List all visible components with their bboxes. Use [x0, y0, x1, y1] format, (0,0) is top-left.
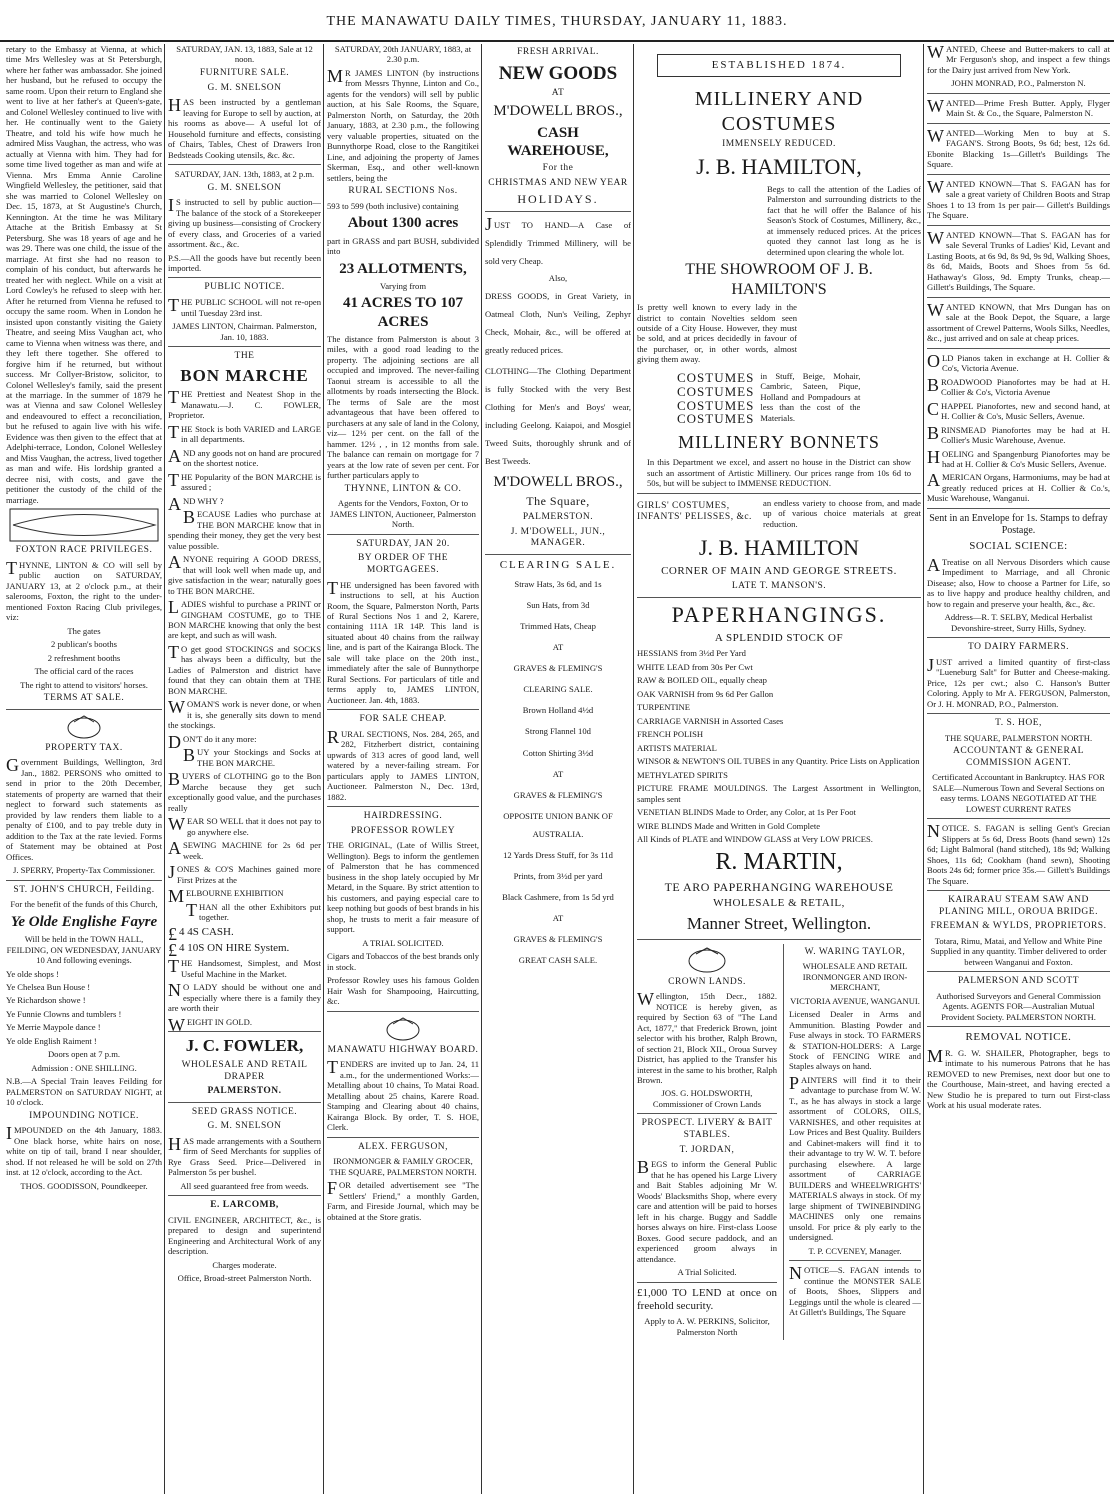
to-lend-apply: Apply to A. W. PERKINS, Solicitor, Palmerston North — [644, 1316, 770, 1337]
column-rule — [923, 44, 924, 1494]
newspaper-title: THE MANAWATU DAILY TIMES, THURSDAY, JANUARY 11, 1883. — [326, 14, 788, 29]
public-notice-heading: PUBLIC NOTICE. — [204, 282, 285, 293]
furniture-heading: FURNITURE SALE. — [199, 67, 290, 78]
wanted-item: WANTED—Working Men to buy at S. FAGAN'S. Strong Boots, 9s 6d; best, 12s 6d. Ebonite Blacking 1s—Gillett's Buildings The Square. — [927, 125, 1110, 170]
showroom-heading: THE SHOWROOM OF J. B. HAMILTON'S — [685, 260, 873, 298]
acres-range: 41 ACRES TO 107 ACRES — [343, 295, 463, 330]
millinery-bonnets: MILLINERY BONNETS — [678, 432, 880, 453]
rowley-body: THE ORIGINAL, (Late of Willis Street, Wellington). Begs to inform the gentlemen of Palmerston that he has commenced business in the shop lately occupied by Mr Metard, in the Square. By strict attention to his customers, and paying especial care to keep nothing but goods of best brands in his shop, he trusts to merit a fair measure of support. — [327, 840, 479, 935]
rural-body: 593 to 599 (both inclusive) containing — [327, 200, 459, 211]
xmas-heading: CHRISTMAS AND NEW YEAR — [488, 177, 628, 188]
dress-goods: DRESS GOODS, in Great Variety, in Oatmeal Cloth, Nun's Veiling, Zephyr Check, Mohair, &c., will be offered at greatly reduced prices. — [485, 290, 631, 355]
allotments-heading: 23 ALLOTMENTS, — [339, 260, 467, 277]
selby-address: Address—R. T. SELBY, Medical Herbalist Devonshire-street, Surry Hills, Sydney. — [944, 612, 1093, 633]
royal-crest-icon — [383, 1016, 423, 1042]
ferguson-body: FOR detailed advertisement see "The Settlers' Friend," a monthly Garden, Farm, and Fireside Journal, which may be obtained at the Store gratis. — [327, 1178, 479, 1222]
crown-lands-heading: CROWN LANDS. — [668, 976, 746, 987]
race-item: The official card of the races — [34, 666, 134, 677]
to-lend: £1,000 TO LEND at once on freehold security. — [637, 1286, 777, 1312]
costumes-body: in Stuff, Beige, Mohair, Cambric, Sateen, Pique, Holland and Pompadours at less than the cost of the Materials. — [760, 370, 861, 423]
seed-body: HAS made arrangements with a Southern firm of Seed Merchants for supplies of Rye Grass Seed. Price—Delivered in Palmerston 5s per bushel. — [168, 1133, 321, 1178]
te-aro-warehouse: TE ARO PAPERHANGING WAREHOUSE — [664, 879, 894, 894]
hoe-name: T. S. HOE, — [995, 718, 1042, 729]
larcomb-name: E. LARCOMB, — [210, 1200, 279, 1211]
jordan-name: T. JORDAN, — [679, 1144, 735, 1155]
highway-board-heading: MANAWATU HIGHWAY BOARD. — [327, 1044, 479, 1055]
race-privileges-heading: FOXTON RACE PRIVILEGES. — [15, 545, 153, 556]
bon-item: AND any goods not on hand are procured on the shortest notice. — [168, 445, 321, 469]
auctioneer-name: G. M. SNELSON — [207, 82, 282, 93]
property-tax-heading: PROPERTY TAX. — [45, 742, 123, 753]
costumes-line: COSTUMES — [677, 411, 755, 427]
immensely-reduced: IMMENSELY REDUCED. — [722, 139, 836, 150]
fayre-item: Ye Richardson showe ! — [6, 995, 86, 1006]
sale-date: SATURDAY, 20th JANUARY, 1883, at 2.30 p.m. — [334, 44, 472, 65]
impounding-sign: THOS. GOODISSON, Poundkeeper. — [20, 1180, 148, 1191]
impounding-heading: IMPOUNDING NOTICE. — [29, 1110, 139, 1121]
royal-crest-icon — [685, 946, 729, 974]
mortgagees-body: THE undersigned has been favored with instructions to sell, at his Auction Room, the Square, Palmerston North, Parts of Rural Sections Nos 1 and 2, Karere, containing 111A 1R 14P. This land is situated about 40 chains from the railway line, and is part of the Kairanga Block. The sale will take place on the 20th inst., immediately after the sale of Bunnythorpe Rural Sections. For particulars of title and terms apply to, JAMES LINTON, Auctioneer. Jan. 4th, 1883. — [327, 577, 479, 705]
masthead — [0, 0, 1114, 42]
manager: J. M'DOWELL, JUN., MANAGER. — [510, 526, 606, 549]
property-tax-sign: J. SPERRY, Property-Tax Commissioner. — [12, 865, 155, 876]
clearing-item: Cotton Shirting 3½d — [522, 747, 594, 758]
freeman-name: FREEMAN & WYLDS, PROPRIETORS. — [930, 921, 1107, 932]
impounding-body: IMPOUNDED on the 4th January, 1883. One black horse, white hairs on nose, white on tip of tail, brand I near shoulder, shod. If not released he will be sold on 27th inst. at 12 o'clock, according to the Act. — [6, 1123, 162, 1178]
bon-item: AND WHY ? — [168, 493, 224, 514]
bon-item: £4 4S CASH. — [168, 923, 234, 944]
bon-item: DON'T do it any more: — [168, 731, 257, 752]
showroom-body: Is pretty well known to every lady in the district to contain Novelties seldom seen outside of a City House. However, they must be sold, and at prices decidedly in favour of the purchaser, or, in other words, almost giving them away. — [637, 302, 797, 365]
bon-item: LADIES wishful to purchase a PRINT or GINGHAM COSTUME, go to THE BON MARCHE knowing that only the best are kept, and such as will wash. — [168, 597, 321, 641]
bon-item: WOMAN'S work is never done, or when it is, she generally sits down to mend the stockings. — [168, 697, 321, 731]
bon-item: BUYERS of CLOTHING go to the Bon Marche because they get such exceptionally good value, and the purchases really — [168, 769, 321, 813]
at-label: AT — [551, 87, 565, 98]
wholesale-retail: WHOLESALE & RETAIL, — [713, 897, 845, 910]
larcomb-charges: Charges moderate. — [212, 1259, 277, 1270]
paper-item: METHYLATED SPIRITS — [637, 769, 728, 780]
fayre-item: Ye Funnie Clowns and tumblers ! — [6, 1008, 122, 1019]
fowler-subtitle: WHOLESALE AND RETAIL DRAPER — [181, 1060, 308, 1082]
column-4 — [485, 44, 631, 1494]
paper-item: OAK VARNISH from 9s 6d Per Gallon — [637, 688, 774, 699]
bonnets-body: In this Department we excel, and assert no house in the District can show such an assortment of Artistic Millinery. Our prices range from 10s 6d to 50s, but will be subject to IMMENSE REDUCTION. — [647, 457, 911, 489]
social-science-body: ATreatise on all Nervous Disorders which cause Impediment to Marriage, and all Chronic Disease; also, How to choose a Partner for Life, so as to live happy and produce healthy children, and how to regain and preserve your health, &c., &c. — [927, 554, 1110, 609]
jordan-body: BEGS to inform the General Public that he has opened his Large Livery and Bait Stables adjoining Mr W. Woods' Blacksmiths Shop, where every care and attention will be paid to horses left in his charge. Buggy and Saddle horses always on hire. First-class Loose Boxes. Good secure paddock, and an experienced groom always in attendance. — [637, 1157, 777, 1264]
piano-item: OLD Pianos taken in exchange at H. Collier & Co's, Victoria Avenue. — [927, 350, 1110, 374]
clothing: CLOTHING—The Clothing Department is fully Stocked with the very Best Clothing for Men's and Boys' wear, including Geelong. Kaiapoi, and Mosgiel Tweed Suits, thoroughly shrunk and of Best Tweeds. — [485, 365, 631, 467]
wanted-item: WANTED KNOWN—That S. FAGAN has for sale a great variety of Children Boots and Strap Shoes 1 to 13 from 1s per pair— Gillett's Buildings The Square. — [927, 176, 1110, 221]
column-3 — [327, 44, 479, 1494]
splendid-stock: A SPLENDID STOCK OF — [714, 631, 844, 644]
fayre-body: Will be held in the TOWN HALL, FEILDING, ON WEDNESDAY, JANUARY 10 And following evenings. — [6, 934, 162, 966]
palmerston: PALMERSTON. — [522, 512, 594, 523]
agents-body: Agents for the Vendors, Foxton, Or to JAMES LINTON, Auctioneer, Palmerston North. — [330, 498, 476, 530]
clearing-item: AT — [552, 642, 564, 653]
fayre-item: Ye Merrie Maypole dance ! — [6, 1022, 101, 1033]
accountant-body: Certificated Accountant in Bankruptcy. HAS FOR SALE—Numerous Town and Several Sections on easy terms. LOANS NEGOTIATED AT THE LOWEST CURRENT RATES — [932, 772, 1105, 814]
bon-item: THE Prettiest and Neatest Shop in the Manawatu.—J. C. FOWLER, Proprietor. — [168, 387, 321, 421]
larcomb-office: Office, Broad-street Palmerston North. — [177, 1273, 312, 1284]
waring-subtitle: WHOLESALE AND RETAIL IRONMONGER AND IRON-MERCHANT, — [802, 961, 908, 993]
new-goods: NEW GOODS — [498, 62, 618, 84]
crown-lands-body: Wellington, 15th Decr., 1882. NOTICE is hereby given, as required by Section 63 of "The Land Act, 1877," that Frederick Brown, joint selector with his brother, Ralph Brown, of section 21, Block XII., Oroua Survey District, has applied to the Transfer his interest in the same to his brother, Ralph Brown. — [637, 989, 777, 1085]
paper-item: RAW & BOILED OIL, equally cheap — [637, 675, 767, 686]
paper-item: HESSIANS from 3½d Per Yard — [637, 648, 746, 659]
bon-marche-the: THE — [234, 351, 255, 361]
clearing-item: Brown Holland 4½d — [522, 705, 594, 716]
paper-item: All Kinds of PLATE and WINDOW GLASS at Very LOW PRICES. — [637, 834, 873, 845]
martin-name: R. MARTIN, — [715, 848, 843, 875]
piano-item: BRINSMEAD Pianofortes may be had at H. Collier's Music Warehouse, Avenue. — [927, 422, 1110, 446]
painters-sign: T. P. CCVENEY, Manager. — [808, 1245, 902, 1256]
bon-item: NO LADY should be without one and especially where there is a family they are worth their — [168, 980, 321, 1014]
rural-sections: RURAL SECTIONS Nos. — [348, 186, 458, 197]
costumes-line: COSTUMES — [677, 397, 755, 413]
girls-costumes: GIRLS' COSTUMES, INFANTS' PELISSES, &c. — [637, 500, 752, 523]
wanted-item: WANTED—Prime Fresh Butter. Apply, Flyger Main St. & Co., the Square, Palmerston N. — [927, 95, 1110, 119]
piano-item: AMERICAN Organs, Harmoniums, may be had at greatly reduced prices at H. Collier & Co.'s, Music Warehouse, Wanganui. — [927, 470, 1110, 504]
store-ps: P.S.—All the goods have but recently been imported. — [168, 252, 321, 273]
mortgagees-heading: BY ORDER OF THE MORTGAGEES. — [357, 553, 449, 575]
freeman-body: Totara, Rimu, Matai, and Yellow and White Pine Supplied in any quantity. Timber delivered to order between Wanganui and Foxton. — [930, 935, 1107, 967]
corner-streets: CORNER OF MAIN AND GEORGE STREETS. — [661, 565, 897, 578]
race-item: 2 refreshment booths — [47, 652, 121, 663]
fowler-name: J. C. FOWLER, — [185, 1036, 304, 1056]
bon-item: THE Handsomest, Simplest, and Most Useful Machine in the Market. — [168, 956, 321, 979]
also: Also, — [548, 273, 568, 284]
column-rule — [164, 44, 165, 1494]
furniture-body: HAS been instructed by a gentleman leaving for Europe to sell by auction, at his rooms as above— A useful lot of Household furniture and effects, consisting of Chairs, Tables, Chest of Drawers Iron Bedsteads Cooking utensils, &c. &c. — [168, 95, 321, 160]
race-item: The right to attend to visitors' horses. — [20, 679, 148, 690]
waring-place: VICTORIA AVENUE, WANGANUI. — [790, 995, 920, 1006]
palmerson-scott-body: Authorised Surveyors and General Commission Agents. AGENTS FOR—Australian Mutual Provident Society. PALMERSTON NORTH. — [936, 990, 1101, 1022]
clearing-item: AT — [552, 912, 564, 923]
late-manson: LATE T. MANSON'S. — [731, 581, 827, 592]
clearing-item: GRAVES & FLEMING'S — [513, 789, 603, 800]
paper-item: PICTURE FRAME MOULDINGS. The Largest Assortment in Wellington, samples sent — [637, 783, 921, 804]
palmerson-scott: PALMERSON AND SCOTT — [957, 976, 1080, 987]
column-rule — [633, 44, 634, 1494]
hamilton-body: Begs to call the attention of the Ladies of Palmerston and surrounding districts to the fact that he will offer the Balance of his Season's Stock of Costumes, Millinery, &c., at immensely reduced prices. At the prices quoted they cannot last long as he is determined upon clearing the whole lot. — [767, 183, 921, 257]
auctioneer-name: G. M. SNELSON — [207, 182, 282, 193]
race-item: The gates — [67, 625, 101, 636]
golden-hair: Professor Rowley uses his famous Golden Hair Wash for Shampooing, Haircutting, &c. — [327, 975, 479, 1007]
clearing-item: OPPOSITE UNION BANK OF AUSTRALIA. — [503, 810, 613, 839]
fayre-item: Ye olde English Raiment ! — [6, 1035, 97, 1046]
acres-heading: About 1300 acres — [347, 215, 459, 232]
clearing-item: 12 Yards Dress Stuff, for 3s 11d — [503, 849, 613, 860]
manner-street: Manner Street, Wellington. — [686, 913, 872, 933]
trial-solicited: A TRIAL SOLICITED. — [362, 937, 444, 948]
seed-free: All seed guaranteed free from weeds. — [180, 1180, 309, 1191]
kairarau-heading: KAIRARAU STEAM SAW AND PLANING MILL, OROUA BRIDGE. — [939, 895, 1098, 917]
hamilton-name-2: J. B. HAMILTON — [698, 535, 860, 561]
accountant-heading: ACCOUNTANT & GENERAL COMMISSION AGENT. — [953, 746, 1084, 768]
paper-item: TURPENTINE — [637, 702, 690, 713]
varying: Varying from — [379, 280, 427, 291]
distance-body: The distance from Palmerston is about 3 miles, with a good road leading to the property. The adjoining sections are all occupied and improved. The never-failing Taonui stream is accessible to all the allotments by roads intersecting the Block. The terms of Sale are the most advantageous that have been offered to purchasers at any sale of land in the Colony, viz— 12½ per cent. on the fall of the hammer. 12½ , , in 12 months from sale. The balance can remain on mortgage for 7 years at the low rate of seven per cent. For further particulars apply to — [327, 334, 479, 481]
clearing-item: CLEARING SALE. — [523, 684, 593, 695]
wanted-sign: JOHN MONRAD, P.O., Palmerston N. — [951, 78, 1086, 89]
established-box: ESTABLISHED 1874. — [657, 54, 901, 77]
seed-heading: SEED GRASS NOTICE. — [191, 1106, 298, 1117]
acres-body: part in GRASS and part BUSH, subdivided into — [327, 235, 479, 257]
crown-lands-sign: JOS. G. HOLDSWORTH, Commissioner of Crown Lands — [652, 1088, 762, 1109]
fagan-notice: NOTICE—S. FAGAN intends to continue the MONSTER SALE of Boots, Shoes, Slippers and Leggings until the whole is cleared —At Gillett's Buildings, The Square — [789, 1263, 921, 1318]
clearing-item: Trimmed Hats, Cheap — [520, 621, 596, 632]
bon-item: JONES & CO'S Machines gained more First Prizes at the — [168, 862, 321, 885]
clearing-item: GREAT CASH SALE. — [518, 955, 598, 965]
bon-item: £4 10S ON HIRE System. — [168, 940, 290, 960]
clearing-item: Strong Flannel 10d — [525, 726, 591, 737]
removal-body: MR. G. W. SHAILER, Photographer, begs to intimate to his numerous Patrons that he has REMOVED to new Premises, next door but one to the Courthouse, Main-street, and having erected a New Studio he is prepared to turn out First-class Work at his usual moderate rates. — [927, 1045, 1110, 1111]
mdowell-heading: M'DOWELL BROS., — [493, 474, 623, 491]
cash-warehouse: CASH WAREHOUSE, — [507, 124, 609, 159]
jordan-trial: A Trial Solicited. — [677, 1267, 737, 1278]
wanted-item: WANTED, Cheese and Butter-makers to call at Mr Ferguson's shop, and inspect a few things for the Dairy just arrived from New York. — [927, 44, 1110, 75]
royal-crest-icon — [64, 714, 104, 740]
column-5 — [637, 44, 921, 1494]
envelope-note: Sent in an Envelope for 1s. Stamps to defray Postage. — [929, 512, 1108, 537]
fayre-heading: Ye Olde Englishe Fayre — [10, 913, 158, 930]
clearing-item: Black Cashmere, from 1s 5d yrd — [502, 891, 614, 902]
ferguson-subtitle: IRONMONGER & FAMILY GROCER, THE SQUARE, PALMERSTON NORTH. — [329, 1156, 477, 1177]
bon-item: WEAR SO WELL that it does not pay to go anywhere else. — [168, 814, 321, 837]
just-to-hand: JUST TO HAND—A Case of Splendidly Trimmed Millinery, will be sold very Cheap. — [485, 214, 631, 267]
seed-name: G. M. SNELSON — [207, 1121, 282, 1132]
column-6 — [927, 44, 1110, 1494]
clearing-item: Sun Hats, from 3d — [526, 600, 590, 611]
bon-item: ANYONE requiring A GOOD DRESS, that will look well when made up, and give satisfaction in the wear; naturally goes to THE BON MARCHE. — [168, 552, 321, 596]
fowler-place: PALMERSTON. — [207, 1086, 282, 1097]
fresh-arrival: FRESH ARRIVAL. — [517, 47, 599, 57]
column-1 — [6, 44, 162, 1494]
church-heading: ST. JOHN'S CHURCH, Feilding. — [13, 884, 155, 895]
clearing-sale-heading: CLEARING SALE. — [499, 558, 617, 571]
paper-item: WIRE BLINDS Made and Written in Gold Complete — [637, 820, 821, 831]
piano-item: HOELING and Spangenburg Pianofortes may be had at H. Collier & Co's Music Sellers, Avenue. — [927, 446, 1110, 469]
wanted-item: WANTED KNOWN, that Mrs Dungan has on sale at the Book Depot, the Square, a large assortment of Crewel Patterns, Wools Silks, Needles, &c., just arrived and on sale at cheap prices. — [927, 299, 1110, 344]
public-notice-sign: JAMES LINTON, Chairman. Palmerston, Jan. 10, 1883. — [172, 321, 317, 342]
wellesley-story: retary to the Embassy at Vienna, at which time Mrs Wellesley was at St Petersburgh, where her father was ambassador. She joined her husband, but he refused to occupy the same room. Upon their return to England she went to live at her father's at Queen's-gate, and Colonel Wellesley continued to live with her. He continually went to the Gaiety Theatre, and told his wife how much he admired Miss Vaughan, the actress, who was actually at Vienna with him. They had for some time lived together as man and wife at Vienna. Mrs Emma Annie Caroline Wingfield Wellesley, the petitioner, said that she was married to Colonel Wellesley on Dec. 15, 1873, at St Augustine's Church, Kennington. At the time he was Military Attache at the British Embassy at St Petersburg. She was 18 years of age and he was 29. There was one child, the issue of the marriage. At first she had no reason to complain of his conduct, but afterwards he treated her with neglect. While on a visit at Lord Cowley's he refused to sleep with her. After he returned from Vienna he refused to occupy the same room. When in London he insisted upon constantly visiting the Gaiety Theatre, and seeing Miss Vaughan act, who came to Vienna when witness was there, and they left there together. She offered to forgive him if he returned, but without success. Mr Collyer-Bristow, solicitor, to Colonel Wellesley's family, said the present at the marriage. In the summer of 1879 he was at Vienna and saw Colonel Wellesley and endeavoured to effect a reconciliation, but he refused to again live with his wife. Evidence was then given to the effect that at Adelphi-terrace, London, Colonel Wellesley and Miss Vaughan, the actress, lived together as man and wife. His lordship granted a decree nisi, with costs, and gave the petitioner the custody of the child of the marriage. — [6, 44, 162, 505]
fayre-item: Ye olde shops ! — [6, 968, 59, 979]
special-train: N.B.—A Special Train leaves Feilding for PALMERSTON on SATURDAY NIGHT, at 10 o'clock. — [6, 1076, 162, 1108]
bon-item: ASEWING MACHINE for 2s 6d per week. — [168, 838, 321, 861]
dairy-farmers-heading: TO DAIRY FARMERS. — [968, 642, 1069, 653]
wanted-item: WANTED KNOWN—That S. FAGAN has for sale Several Trunks of Ladies' Kid, Levant and Lasting Boots, at 6s 9d, 8s 9d, 9s 9d, Walking Shoes, 8s 6d, Maids, Boots and Shoes from 5s 6d. Hathaway's Gloss, 9d. Empty Trunks, cheap.— Gillett's Buildings, The Square. — [927, 227, 1110, 293]
costumes-line: COSTUMES — [677, 383, 755, 399]
for-sale-cheap-heading: FOR SALE CHEAP. — [359, 714, 447, 725]
bon-item: THAN all the other Exhibitors put together. — [186, 899, 321, 923]
church-body: For the benefit of the funds of this Church, — [10, 899, 158, 910]
highway-board-body: TENDERS are invited up to Jan. 24, 11 a.m., for the undermentioned Works:— Metalling about 10 chains, To Matai Road. Metalling about 25 chains, Karere Road. Stamping and Clearing about 40 chains, Kairanga Block. By order, T. S. HOE, Clerk. — [327, 1057, 479, 1133]
costumes-line: COSTUMES — [677, 370, 755, 386]
paper-item: CARRIAGE VARNISH in Assorted Cases — [637, 715, 784, 726]
mdowell-heading: M'DOWELL BROS., — [493, 103, 623, 120]
for-the: For the — [542, 163, 574, 174]
ferguson-name: ALEX. FERGUSON, — [357, 1141, 449, 1152]
hamilton-name: J. B. HAMILTON, — [696, 153, 862, 179]
terms-at-sale: TERMS AT SALE. — [43, 693, 125, 704]
social-science-heading: SOCIAL SCIENCE: — [969, 540, 1068, 553]
clearing-item: Prints, from 3½d per yard — [513, 870, 603, 881]
dairy-farmers-body: JUST arrived a limited quantity of first-class "Lueneburg Salt" for Butter and Cheese-making. Price, 12s per cwt.; also C. Hanson's Butter Coloring. Apply to Mr A. FERGUSON, Palmerston, Or J. H. MONRAD, P.O., Palmerston. — [927, 654, 1110, 709]
column-rule — [481, 44, 482, 1494]
linton-body: MR JAMES LINTON (by instructions from Messrs Thynne, Linton and Co., agents for the vendors) will sell by public auction, at his Sale Rooms, the Square, Palmerston North, on Saturday, the 20th January, 1883, at 2.30 p.m., the following very valuable properties, situated on the Bunnythorpe Road, close to the Rangitikei Line, and adjoining the property of James Skerman, Esq., and other well-known settlers, being the — [327, 65, 479, 183]
prospect-heading: PROSPECT. LIVERY & BAIT STABLES. — [641, 1118, 773, 1141]
girls-body: an endless variety to choose from, and made up of various choice materials at great reduction. — [763, 497, 921, 529]
removal-heading: REMOVAL NOTICE. — [965, 1031, 1072, 1044]
cigars: Cigars and Tobaccos of the best brands only in stock. — [327, 951, 479, 972]
bon-item: TO get good STOCKINGS and SOCKS has always been a difficulty, but the Ladies of Palmerston and district have found that they can obtain them at THE BON MARCHE. — [168, 641, 321, 696]
column-rule — [323, 44, 324, 1494]
millinery-costumes: MILLINERY AND COSTUMES — [694, 88, 864, 135]
larcomb-body: CIVIL ENGINEER, ARCHITECT, &c., is prepared to design and superintend Engineering and Architectural Work of any description. — [168, 1214, 321, 1257]
paper-item: VENETIAN BLINDS Made to Order, any Color, at 1s Per Foot — [637, 807, 856, 818]
rowley-name: PROFESSOR ROWLEY — [350, 825, 456, 836]
the-square: The Square, — [526, 494, 590, 509]
auctioneer-logo — [9, 508, 159, 542]
piano-item: BROADWOOD Pianofortes may be had at H. Collier & Co's, Victoria Avenue — [927, 374, 1110, 398]
bon-item: BUY your Stockings and Socks at THE BON MARCHE. — [183, 745, 321, 768]
race-item: 2 publican's booths — [51, 639, 117, 650]
admission: Admission : ONE SHILLING. — [31, 1062, 137, 1073]
doors-open: Doors open at 7 p.m. — [47, 1049, 121, 1060]
agents-name: THYNNE, LINTON & CO. — [344, 483, 462, 494]
holidays-heading: HOLIDAYS. — [517, 192, 599, 207]
fayre-item: Ye Chelsea Bun House ! — [6, 982, 91, 992]
clearing-item: GRAVES & FLEMING'S — [513, 933, 603, 944]
bon-item: WEIGHT IN GOLD. — [168, 1014, 252, 1035]
hoe-subtitle: THE SQUARE, PALMERSTON NORTH. — [944, 732, 1093, 743]
bon-item: BECAUSE Ladies who purchase at THE BON MARCHE know that in spending their money, they get the very best value possible. — [168, 507, 321, 551]
hairdressing-heading: HAIRDRESSING. — [363, 811, 443, 822]
waring-body: Licensed Dealer in Arms and Ammunition. Blasting Powder and Fuse always in stock. TO FARMERS & STATION-HOLDERS: A Large Stock of FENCING WIRE and Staples always on hand. — [789, 1009, 921, 1072]
paper-item: WHITE LEAD from 30s Per Cwt — [637, 661, 753, 672]
public-notice-body: THE PUBLIC SCHOOL will not re-open until Tuesday 23rd inst. — [168, 295, 321, 318]
sale-date: SATURDAY, JAN 20. — [356, 538, 450, 549]
waring-name: W. WARING TAYLOR, — [804, 946, 906, 957]
bon-item: THE Popularity of the BON MARCHE is assured ; — [168, 469, 321, 493]
for-sale-cheap-body: RURAL SECTIONS, Nos. 284, 265, and 282, Fitzherbert district, containing upwards of 313 acres of good land, well watered by a never-failing stream. For particulars apply to JAMES LINTON, Auctioneer. Palmerston N., Dec. 13rd, 1882. — [327, 726, 479, 802]
clearing-item: GRAVES & FLEMING'S — [513, 663, 603, 674]
painters-body: PAINTERS will find it to their advantage to purchase from W. W. T., as he has always in stock a large assortment of COLORS, OILS, VARNISHES, and other requisites at Low Prices and Best Quality. Builders and Cabinet-makers will find it to their advantage to try W. W. T. before purchasing elsewhere. A large assortment of CARRIAGE BUILDERS and WHEELWRIGHTS' MATERIALS always in stock. Of my large shipment of TWINEBINDING MACHINES only one remains unsold. For price & ply early to the undersigned. — [789, 1072, 921, 1243]
clearing-item: Straw Hats, 3s 6d, and 1s — [514, 579, 602, 590]
store-body: IS instructed to sell by public auction— The balance of the stock of a Storekeeper giving up business—consisting of Crockery of every class, and Groceries of a varied assortment. &c., &c. — [168, 195, 321, 250]
paper-item: FRENCH POLISH — [637, 729, 704, 740]
bon-marche-title: BON MARCHE — [180, 365, 309, 385]
bon-item: THE Stock is both VARIED and LARGE in all departments. — [168, 421, 321, 445]
property-tax-body: Government Buildings, Wellington, 3rd Jan., 1882. PERSONS who omitted to send in prior to the 20th December, statements of property are warned that their neglect to forward such statements as provided by law renders them liable to a penalty of £100, and to pay treble duty in addition to the Tax at the rate levied. Forms of Statement may be obtained at Post Offices. — [6, 755, 162, 862]
paper-item: WINSOR & NEWTON'S OIL TUBES in any Quantity. Price Lists on Application — [637, 756, 920, 767]
race-body: THYNNE, LINTON & CO will sell by public auction on SATURDAY, JANUARY 13, at 2 o'clock p.m., at their salerooms, Foxton, the right to the under-mentioned Foxton Racing Club privileges, viz: — [6, 557, 162, 623]
fagan-slippers: NOTICE. S. FAGAN is selling Gent's Grecian Slippers at 5s 6d, Dress Boots (hand sewn) 12s 6d; Light Balmoral (hand stitched), 18s 9d; Walking Shoes, 11s 6d; Cookham (hand sewn), Shooting Boots 24s 6d; former price 35s.— Gillett's Buildings The Square. — [927, 821, 1110, 886]
sale-date: SATURDAY, JAN. 13th, 1883, at 2 p.m. — [174, 169, 315, 180]
paperhangings-heading: PAPERHANGINGS. — [671, 602, 887, 628]
piano-item: CHAPPEL Pianofortes, new and second hand, at H. Collier & Co's, Music Sellers, Avenue. — [927, 398, 1110, 422]
paper-item: ARTISTS MATERIAL — [637, 742, 717, 753]
clearing-item: AT — [552, 768, 564, 779]
sale-date: SATURDAY, JAN. 13, 1883, Sale at 12 noon. — [176, 44, 313, 65]
bon-item: MELBOURNE EXHIBITION — [168, 886, 284, 907]
column-2 — [168, 44, 321, 1494]
